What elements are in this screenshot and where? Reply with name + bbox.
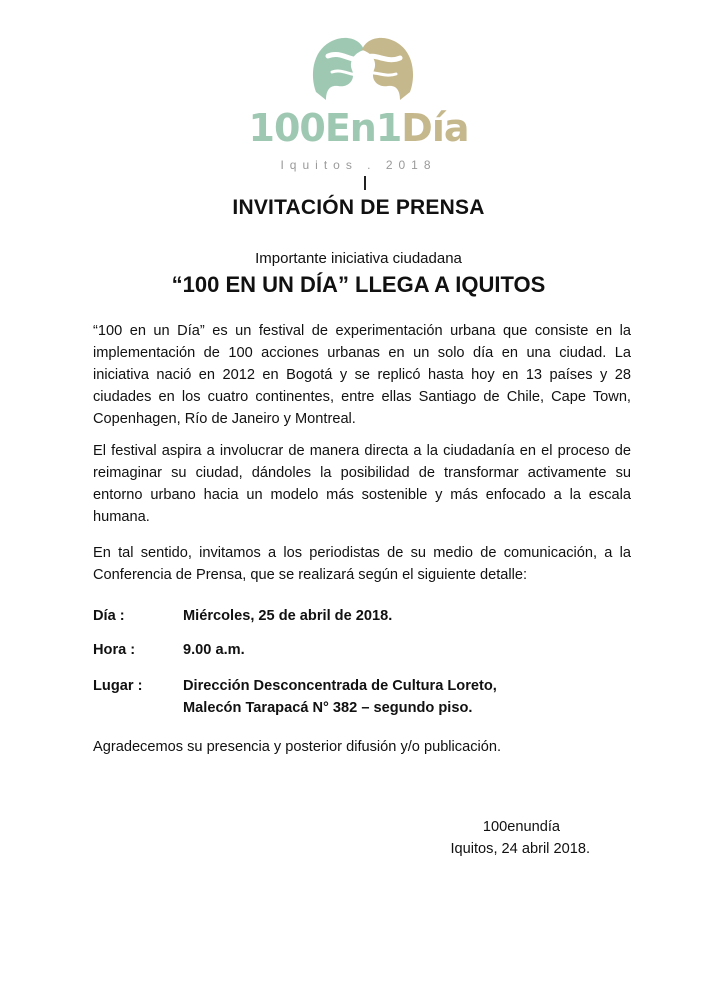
- text-cursor-mark: [364, 176, 366, 190]
- two-faces-logo-icon: [308, 30, 418, 110]
- detail-place-line-2: Malecón Tarapacá N° 382 – segundo piso.: [183, 700, 473, 716]
- detail-place-value: [183, 675, 623, 719]
- paragraph-invitation: En tal sentido, invitamos a los periodistas de su medio de comunicación, a la Conferencia de Prensa, que se realizará según el siguiente detalle:: [93, 545, 631, 583]
- document-title: INVITACIÓN DE PRENSA: [232, 196, 485, 219]
- signature-block: [380, 816, 590, 860]
- logo-wordmark: 100En1Día: [248, 106, 469, 150]
- detail-place-label: Lugar :: [93, 678, 143, 694]
- detail-place-line-1: Dirección Desconcentrada de Cultura Loreto,: [183, 678, 497, 694]
- detail-day-value: Miércoles, 25 de abril de 2018.: [183, 608, 393, 624]
- paragraph-aim: El festival aspira a involucrar de manera directa a la ciudadanía en el proceso de reimaginar su ciudad, dándoles la posibilidad de transformar activamente su entorno urbano hacia un modelo más sostenible y más enfocado a la escala humana.: [93, 443, 631, 525]
- kicker: Importante iniciativa ciudadana: [255, 250, 462, 267]
- headline: “100 EN UN DÍA” LLEGA A IQUITOS: [171, 272, 546, 297]
- paragraph-intro: “100 en un Día” es un festival de experimentación urbana que consiste en la implementación de 100 acciones urbanas en un solo día en una ciudad. La iniciativa nació en 2012 en Bogotá y se replicó hasta hoy en 13 países y 28 ciudades en los cuatro continentes, entre ellas Santiago de Chile, Cape Town, Copenhagen, Río de Janeiro y Montreal.: [93, 323, 631, 427]
- detail-time-label: Hora :: [93, 642, 136, 658]
- thanks-line: Agradecemos su presencia y posterior difusión y/o publicación.: [93, 739, 502, 755]
- detail-time-value: 9.00 a.m.: [183, 642, 245, 658]
- logo-subtitle: Iquitos . 2018: [280, 158, 437, 172]
- logo: [0, 22, 717, 182]
- signature-place-date: Iquitos, 24 abril 2018.: [450, 841, 590, 857]
- detail-day-label: Día :: [93, 608, 125, 624]
- signature-org: 100enundía: [482, 819, 560, 835]
